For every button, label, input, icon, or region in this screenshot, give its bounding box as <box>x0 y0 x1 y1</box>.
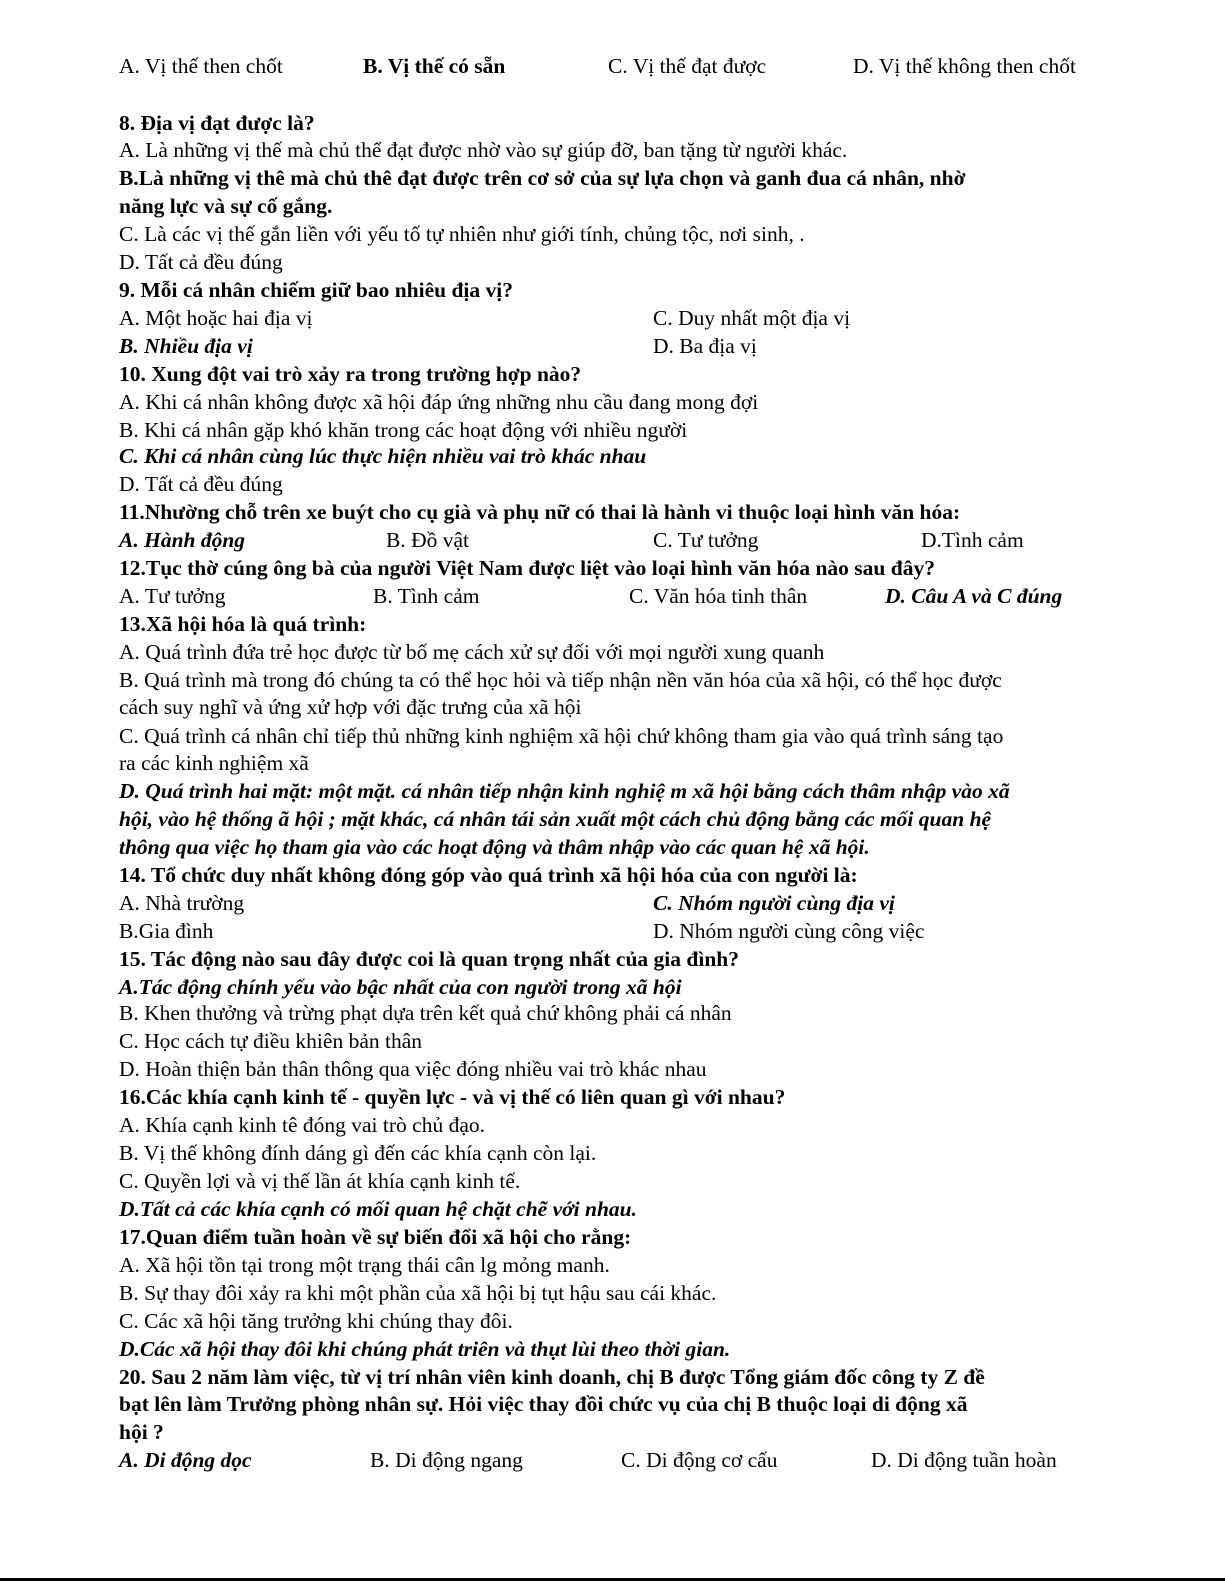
q8-question: 8. Địa vị đạt được là? <box>119 111 315 135</box>
q9-option-d: D. Ba địa vị <box>653 334 757 358</box>
q8-option-d: D. Tất cả đều đúng <box>119 250 283 274</box>
q14-option-b: B.Gia đình <box>119 919 214 943</box>
q20-option-c: C. Di động cơ cấu <box>621 1448 778 1472</box>
q20-option-d: D. Di động tuần hoàn <box>871 1448 1057 1472</box>
q13-option-d-correct-line2: hội, vào hệ thống ã hội ; mặt khác, cá nhân tái sản xuất một cách chủ động bằng các mối quan hệ <box>119 807 992 831</box>
q9-option-a: A. Một hoặc hai địa vị <box>119 306 313 330</box>
q15-question: 15. Tác động nào sau đây được coi là quan trọng nhất của gia đình? <box>119 947 739 971</box>
q16-option-b: B. Vị thế không đính dáng gì đến các khía cạnh còn lại. <box>119 1141 597 1165</box>
q10-option-b: B. Khi cá nhân gặp khó khăn trong các hoạt động với nhiều người <box>119 418 688 442</box>
q16-question: 16.Các khía cạnh kinh tế - quyền lực - và vị thế có liên quan gì với nhau? <box>119 1085 786 1109</box>
q15-option-b: B. Khen thưởng và trừng phạt dựa trên kết quả chứ không phải cá nhân <box>119 1001 732 1025</box>
q7-option-b-correct: B. Vị thế có sẵn <box>363 54 506 78</box>
q9-option-b-correct: B. Nhiều địa vị <box>119 334 253 358</box>
q7-option-c: C. Vị thế đạt được <box>608 54 767 78</box>
q20-option-a-correct: A. Di động dọc <box>119 1448 252 1472</box>
q13-question: 13.Xã hội hóa là quá trình: <box>119 612 367 636</box>
q11-option-a-correct: A. Hành động <box>119 528 246 552</box>
q10-option-a: A. Khi cá nhân không được xã hội đáp ứng những nhu cầu đang mong đợi <box>119 390 759 414</box>
q12-option-c: C. Văn hóa tinh thân <box>629 584 808 608</box>
q8-option-c: C. Là các vị thế gắn liền với yếu tố tự nhiên như giới tính, chủng tộc, nơi sinh, . <box>119 222 805 246</box>
q12-option-a: A. Tư tưởng <box>119 584 226 608</box>
q7-option-a: A. Vị thế then chốt <box>119 54 283 78</box>
q14-option-a: A. Nhà trường <box>119 891 245 915</box>
q17-question: 17.Quan điểm tuần hoàn về sự biến đổi xã hội cho rằng: <box>119 1225 632 1249</box>
page-bottom-border <box>0 1578 1225 1581</box>
q15-option-d: D. Hoàn thiện bản thân thông qua việc đóng nhiều vai trò khác nhau <box>119 1057 707 1081</box>
q8-option-a: A. Là những vị thế mà chủ thể đạt được nhờ vào sự giúp đỡ, ban tặng từ người khác. <box>119 138 848 162</box>
q16-option-d-correct: D.Tất cả các khía cạnh có mối quan hệ chặt chẽ với nhau. <box>119 1197 637 1221</box>
q14-question: 14. Tổ chức duy nhất không đóng góp vào quá trình xã hội hóa của con người là: <box>119 863 858 887</box>
q15-option-a-correct: A.Tác động chính yếu vào bậc nhất của con người trong xã hội <box>119 975 682 999</box>
q14-option-c-correct: C. Nhóm người cùng địa vị <box>653 891 895 915</box>
q12-option-b: B. Tình cảm <box>373 584 480 608</box>
q13-option-d-correct-line1: D. Quá trình hai mặt: một mặt. cá nhân tiếp nhận kinh nghiệ m xã hội bằng cách thâm nhập vào xã <box>119 779 1010 803</box>
q20-option-b: B. Di động ngang <box>370 1448 523 1472</box>
q13-option-b-line1: B. Quá trình mà trong đó chúng ta có thể học hỏi và tiếp nhận nền văn hóa của xã hội, có thể học được <box>119 668 1002 692</box>
q14-option-d: D. Nhóm người cùng công việc <box>653 919 925 943</box>
q7-option-d: D. Vị thế không then chốt <box>853 54 1076 78</box>
q9-question: 9. Mỗi cá nhân chiếm giữ bao nhiêu địa vị? <box>119 278 513 302</box>
q13-option-d-correct-line3: thông qua việc họ tham gia vào các hoạt động và thâm nhập vào các quan hệ xã hội. <box>119 835 870 859</box>
q10-question: 10. Xung đột vai trò xảy ra trong trường hợp nào? <box>119 362 582 386</box>
q20-question-line3: hội ? <box>119 1420 164 1444</box>
q12-question: 12.Tục thờ cúng ông bà của người Việt Nam được liệt vào loại hình văn hóa nào sau đây? <box>119 556 935 580</box>
q16-option-a: A. Khía cạnh kinh tê đóng vai trò chủ đạo. <box>119 1113 486 1137</box>
q11-option-c: C. Tư tưởng <box>653 528 759 552</box>
q11-option-d: D.Tình cảm <box>921 528 1024 552</box>
q13-option-a: A. Quá trình đứa trẻ học được từ bố mẹ cách xử sự đối với mọi người xung quanh <box>119 640 825 664</box>
q13-option-c-line2: ra các kinh nghiệm xã <box>119 751 309 775</box>
q13-option-b-line2: cách suy nghĩ và ứng xử hợp với đặc trưng của xã hội <box>119 695 582 719</box>
q8-option-b-correct-line2: năng lực và sự cố gắng. <box>119 194 333 218</box>
q17-option-c: C. Các xã hội tăng trưởng khi chúng thay đôi. <box>119 1309 513 1333</box>
q16-option-c: C. Quyền lợi và vị thế lần át khía cạnh kinh tế. <box>119 1169 521 1193</box>
q13-option-c-line1: C. Quá trình cá nhân chỉ tiếp thủ những kinh nghiệm xã hội chứ không tham gia vào quá trình sáng tạo <box>119 724 1004 748</box>
q15-option-c: C. Học cách tự điều khiên bản thân <box>119 1029 423 1053</box>
q17-option-a: A. Xã hội tồn tại trong một trạng thái cân lg mỏng manh. <box>119 1253 610 1277</box>
q11-option-b: B. Đồ vật <box>386 528 470 552</box>
q11-question: 11.Nhường chỗ trên xe buýt cho cụ già và phụ nữ có thai là hành vi thuộc loại hình văn hóa: <box>119 500 961 524</box>
q8-option-b-correct-line1: B.Là những vị thê mà chủ thê đạt được trên cơ sở của sự lựa chọn và ganh đua cá nhân, nhờ <box>119 166 966 190</box>
q10-option-d: D. Tất cả đều đúng <box>119 472 283 496</box>
q20-question-line1: 20. Sau 2 năm làm việc, từ vị trí nhân viên kinh doanh, chị B được Tổng giám đốc công ty Z đề <box>119 1365 985 1389</box>
q17-option-d-correct: D.Các xã hội thay đôi khi chúng phát triên và thụt lùi theo thời gian. <box>119 1337 731 1361</box>
q9-option-c: C. Duy nhất một địa vị <box>653 306 851 330</box>
q20-question-line2: bạt lên làm Trưởng phòng nhân sự. Hỏi việc thay đồi chức vụ của chị B thuộc loại di động xã <box>119 1392 968 1416</box>
q10-option-c-correct: C. Khi cá nhân cùng lúc thực hiện nhiều vai trò khác nhau <box>119 444 647 468</box>
q12-option-d-correct: D. Câu A và C đúng <box>885 584 1063 608</box>
q17-option-b: B. Sự thay đôi xảy ra khi một phần của xã hội bị tụt hậu sau cái khác. <box>119 1281 717 1305</box>
